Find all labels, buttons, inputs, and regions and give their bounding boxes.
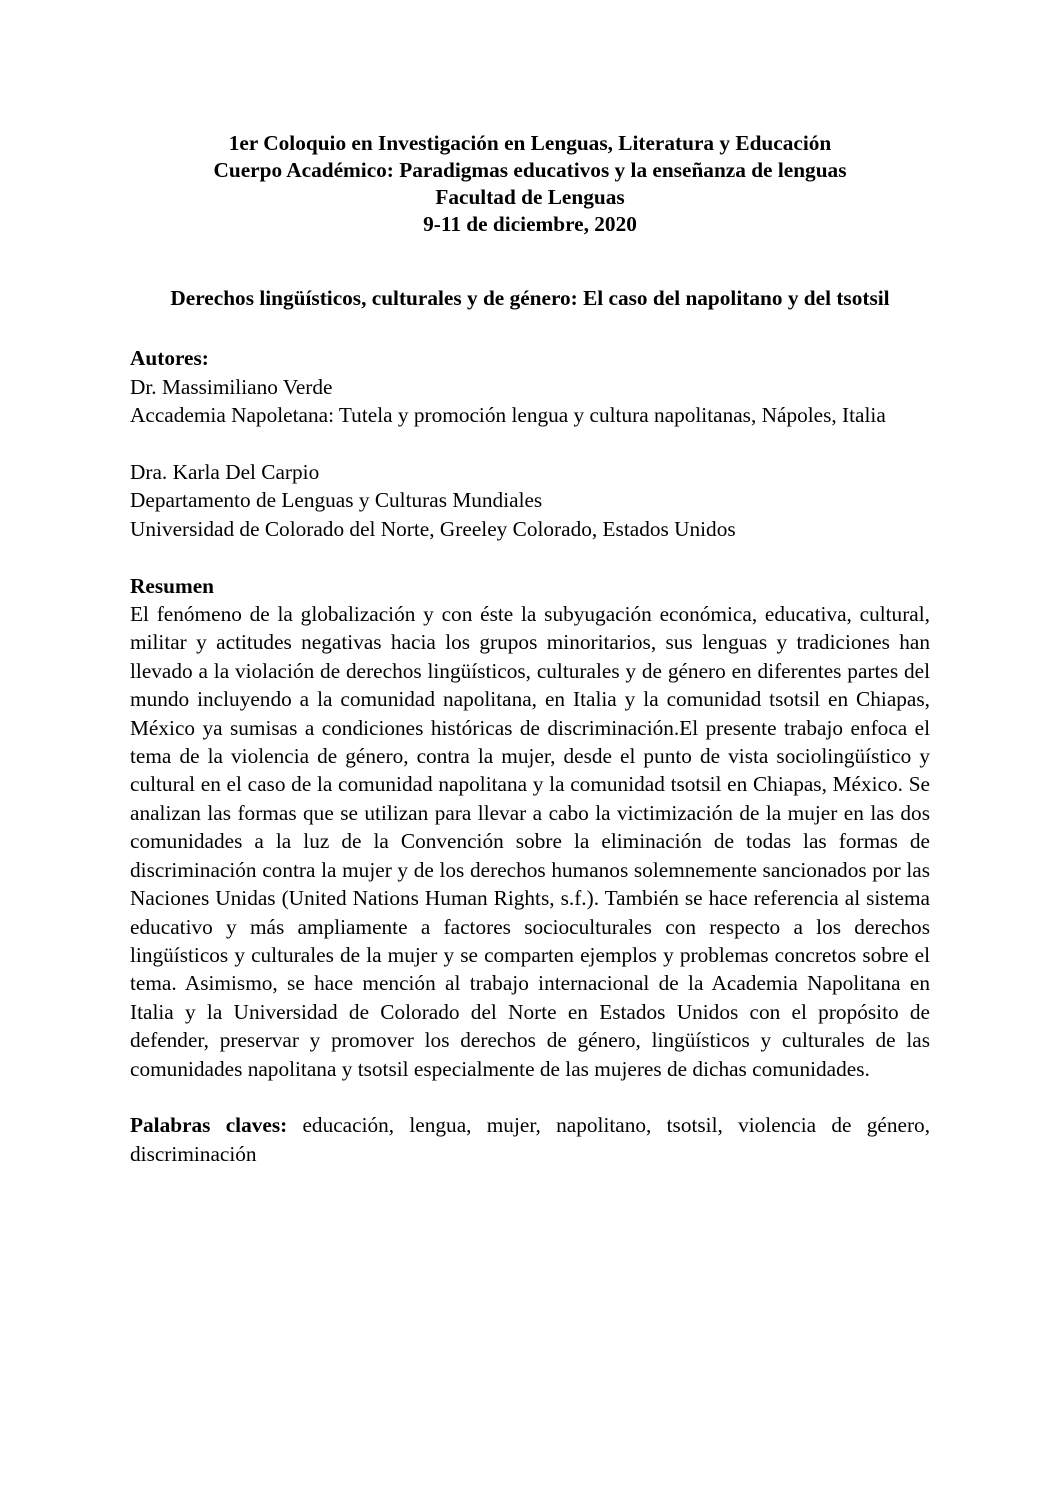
author1-name: Dr. Massimiliano Verde	[130, 374, 333, 399]
author2-department: Departamento de Lenguas y Culturas Mundiales	[130, 488, 543, 513]
keywords-line	[130, 1111, 930, 1168]
abstract-heading: Resumen	[130, 573, 215, 598]
author1-block	[130, 373, 930, 430]
author2-name: Dra. Karla Del Carpio	[130, 460, 320, 485]
author1-affiliation: Accademia Napoletana: Tutela y promoción lengua y cultura napolitanas, Nápoles, Italia	[130, 403, 886, 428]
authors-label: Autores:	[130, 346, 209, 371]
keywords-text: educación, lengua, mujer, napolitano, tsotsil, violencia de género, discriminación	[130, 1113, 931, 1166]
author2-university: Universidad de Colorado del Norte, Greeley Colorado, Estados Unidos	[130, 516, 736, 541]
conference-header-line-4: 9-11 de diciembre, 2020	[423, 212, 637, 236]
conference-header	[130, 130, 930, 238]
conference-header-line-2: Cuerpo Académico: Paradigmas educativos y la enseñanza de lenguas	[213, 158, 847, 182]
conference-header-line-1: 1er Coloquio en Investigación en Lenguas, Literatura y Educación	[228, 131, 832, 155]
author2-block	[130, 458, 930, 543]
abstract-text: El fenómeno de la globalización y con éste la subyugación económica, educativa, cultural, militar y actitudes negativas hacia los grupos minoritarios, sus lenguas y tradiciones han llevado a la violación de derechos lingüísticos, culturales y de género en diferentes partes del mundo incluyendo a la comunidad napolitana, en Italia y la comunidad tsotsil en Chiapas, México ya sumisas a condiciones históricas de discriminación.El presente trabajo enfoca el tema de la violencia de género, contra la mujer, desde el punto de vista sociolingüístico y cultural en el caso de la comunidad napolitana y la comunidad tsotsil en Chiapas, México. Se analizan las formas que se utilizan para llevar a cabo la victimización de la mujer en las dos comunidades a la luz de la Convención sobre la eliminación de todas las formas de discriminación contra la mujer y de los derechos humanos solemnemente sancionados por las Naciones Unidas (United Nations Human Rights, s.f.). También se hace referencia al sistema educativo y más ampliamente a factores socioculturales con respecto a los derechos lingüísticos y culturales de la mujer y se comparten ejemplos y problemas concretos sobre el tema. Asimismo, se hace mención al trabajo internacional de la Academia Napolitana en Italia y la Universidad de Colorado del Norte en Estados Unidos con el propósito de defender, preservar y promover los derechos de género, lingüísticos y culturales de las comunidades napolitana y tsotsil especialmente de las mujeres de dichas comunidades.	[130, 602, 930, 1081]
keywords-label: Palabras claves:	[130, 1113, 288, 1138]
abstract-section	[130, 572, 930, 1083]
conference-header-line-3: Facultad de Lenguas	[435, 185, 625, 209]
paper-title: Derechos lingüísticos, culturales y de género: El caso del napolitano y del tsotsil	[170, 286, 890, 310]
